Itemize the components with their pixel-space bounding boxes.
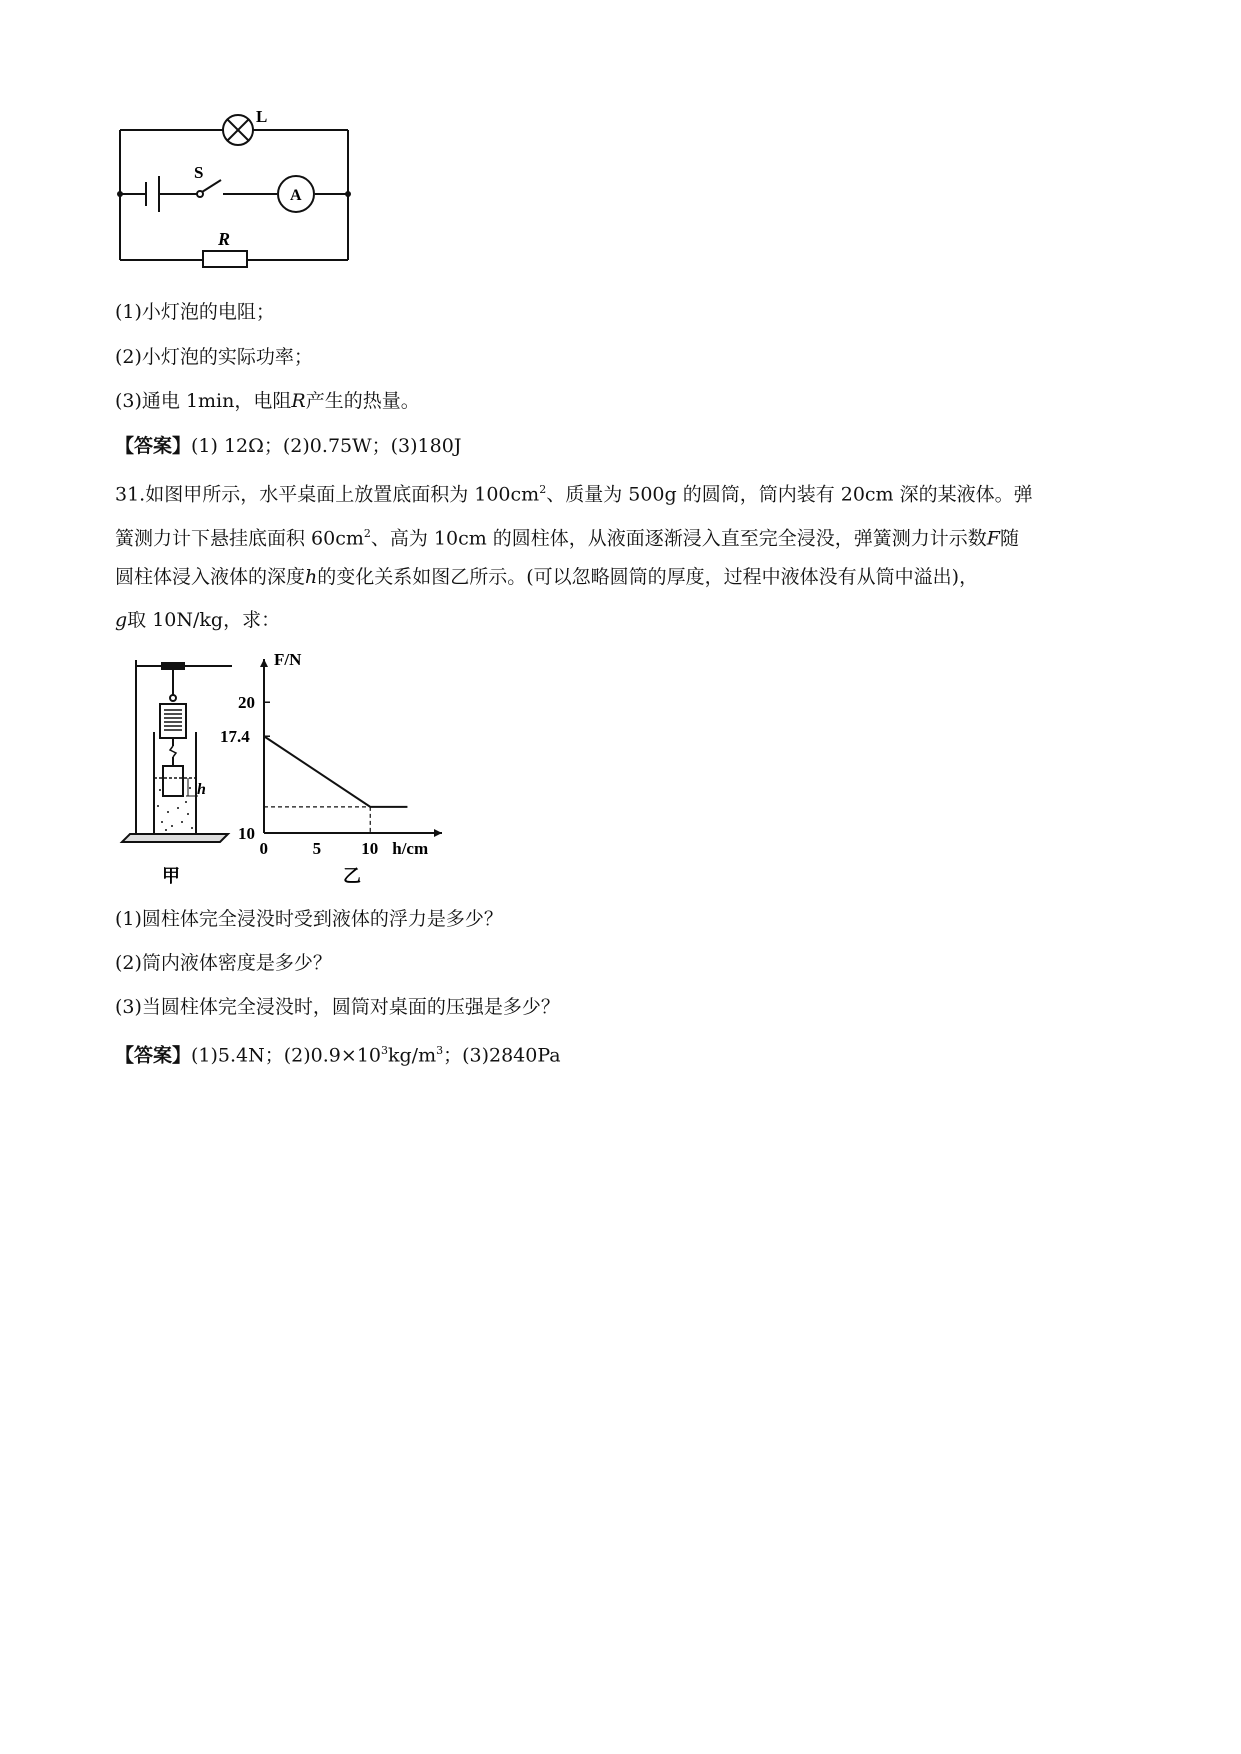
switch-label: S — [194, 163, 204, 182]
q30-answer: 【答案】(1) 12Ω；(2)0.75W；(3)180J — [115, 435, 462, 457]
figure-label-right: 乙 — [343, 866, 361, 886]
lamp-label: L — [256, 107, 268, 126]
q31-line-1: 31.如图甲所示，水平桌面上放置底面积为 $100cm^2$、质量为 500g 的圆筒，筒内装有 20cm 深的某液体。弹 — [115, 483, 1033, 506]
q31-line-2: 簧测力计下悬挂底面积 $60cm^2$、高为 10cm 的圆柱体，从液面逐渐浸入直至完全浸没，弹簧测力计示数F随 — [115, 527, 1019, 550]
apparatus-figure — [120, 650, 250, 890]
resistor-label: R — [218, 229, 231, 249]
ammeter-label: A — [290, 187, 302, 204]
x-axis-label: h/cm — [392, 839, 429, 858]
x-tick-label: 5 — [312, 839, 322, 858]
x-tick-label: 0 — [259, 839, 268, 858]
y-tick-label: 17.4 — [220, 727, 250, 747]
y-tick-label: 10 — [238, 824, 255, 843]
q31-sub-3: (3)当圆柱体完全浸没时，圆筒对桌面的压强是多少？ — [115, 996, 560, 1018]
h-mark-label: h — [197, 781, 206, 798]
y-axis-label: F/N — [274, 650, 302, 669]
circuit-diagram — [110, 100, 370, 280]
y-tick-label: 20 — [238, 693, 255, 713]
q31-line-3: 圆柱体浸入液体的深度h的变化关系如图乙所示。(可以忽略圆筒的厚度，过程中液体没有从筒中溢出)， — [115, 566, 979, 588]
force-depth-chart — [220, 648, 518, 893]
y-axis-arrow — [260, 659, 268, 667]
x-tick-label: 10 — [361, 839, 379, 858]
battery-symbol — [146, 176, 159, 212]
q30-sub-1: (1)小灯泡的电阻； — [115, 301, 275, 323]
q31-answer: 【答案】(1)5.4N；$(2)0.9\times 10^3kg/m^3$；(3)2840Pa — [115, 1044, 561, 1067]
figure-label-left: 甲 — [162, 866, 180, 886]
q31-line-4: g取 10N/kg，求： — [115, 609, 281, 631]
q30-sub-2: (2)小灯泡的实际功率； — [115, 346, 313, 368]
q31-sub-2: (2)筒内液体密度是多少？ — [115, 952, 332, 974]
switch-symbol — [197, 180, 221, 197]
resistor-symbol — [203, 251, 247, 267]
series-line-F — [264, 736, 407, 807]
x-axis-arrow — [434, 829, 442, 837]
lamp-symbol — [223, 115, 253, 145]
q31-sub-1: (1)圆柱体完全浸没时受到液体的浮力是多少？ — [115, 908, 503, 930]
q30-sub-3: (3)通电 1min，电阻R产生的热量。 — [115, 390, 420, 412]
